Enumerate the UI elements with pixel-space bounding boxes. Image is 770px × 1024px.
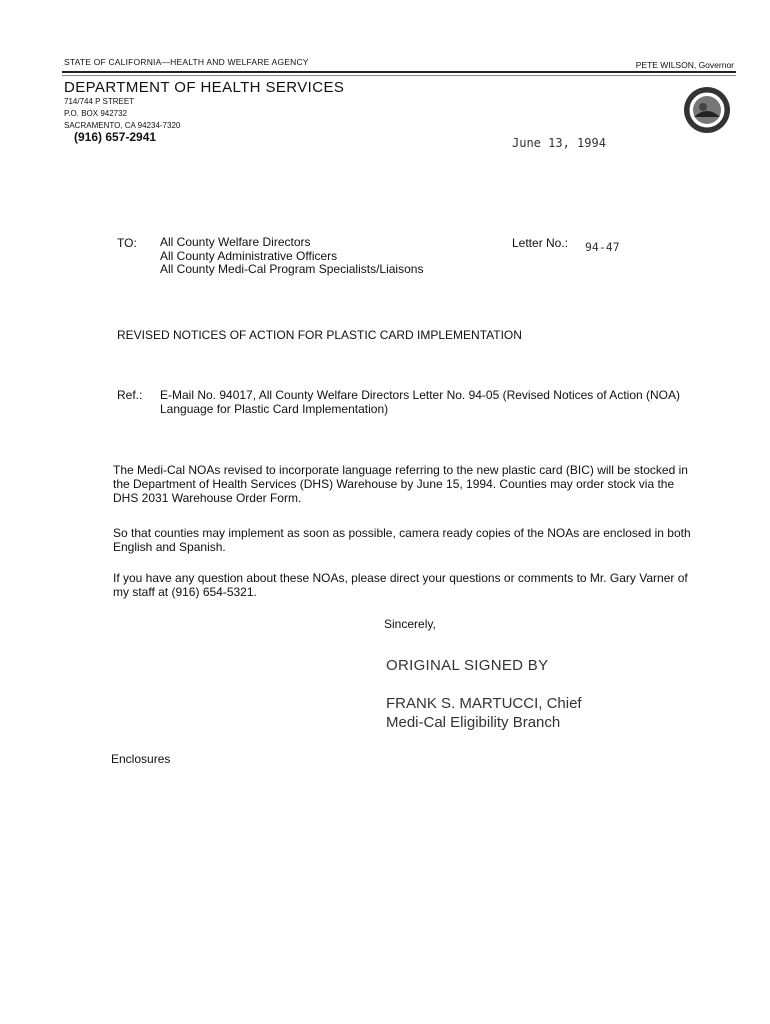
enclosures-label: Enclosures: [111, 752, 171, 766]
body-paragraph: If you have any question about these NOAs, please direct your questions or comments to Mr. Gary Varner of my staff at (916) 654-5321.: [113, 571, 688, 599]
address-city: SACRAMENTO, CA 94234-7320: [64, 121, 181, 130]
letter-number-label: Letter No.:: [512, 236, 569, 250]
agency-name: STATE OF CALIFORNIA—HEALTH AND WELFARE AGENCY: [64, 57, 309, 67]
address-pobox: P.O. BOX 942732: [64, 109, 128, 118]
address-street: 714/744 P STREET: [64, 97, 135, 106]
to-label: TO:: [117, 236, 137, 250]
reference-label: Ref.:: [117, 388, 143, 402]
state-seal-icon: [682, 85, 732, 135]
body-paragraph: So that counties may implement as soon as possible, camera ready copies of the NOAs are enclosed in both English and Spanish.: [113, 526, 691, 554]
letter-date: June 13, 1994: [512, 136, 606, 150]
signer-title: Medi-Cal Eligibility Branch: [386, 714, 561, 731]
recipient-list: [160, 236, 423, 277]
signer-name: FRANK S. MARTUCCI, Chief: [386, 695, 582, 712]
closing-sincerely: Sincerely,: [384, 617, 436, 631]
recipient-item: All County Welfare Directors: [160, 235, 311, 249]
governor-name: PETE WILSON, Governor: [635, 60, 734, 70]
signer-block: [386, 694, 582, 732]
reference-text: E-Mail No. 94017, All County Welfare Directors Letter No. 94-05 (Revised Notices of Action (NOA) Language for Plastic Card Implementation): [160, 388, 680, 416]
header-rule-thin: [62, 75, 736, 76]
subject-line: REVISED NOTICES OF ACTION FOR PLASTIC CARD IMPLEMENTATION: [117, 328, 522, 342]
body-paragraph: The Medi-Cal NOAs revised to incorporate language referring to the new plastic card (BIC) will be stocked in the Department of Health Services (DHS) Warehouse by June 15, 1994. Counties may order stock via the DHS 2031 Warehouse Order Form.: [113, 463, 688, 505]
recipient-item: All County Administrative Officers: [160, 248, 338, 263]
header-rule: [62, 71, 736, 73]
signature-note: ORIGINAL SIGNED BY: [386, 657, 549, 674]
recipient-item: All County Medi-Cal Program Specialists/Liaisons: [160, 262, 424, 276]
phone-number: (916) 657-2941: [74, 130, 157, 144]
letter-number-value: 94-47: [585, 240, 620, 254]
department-name: DEPARTMENT OF HEALTH SERVICES: [64, 79, 345, 96]
